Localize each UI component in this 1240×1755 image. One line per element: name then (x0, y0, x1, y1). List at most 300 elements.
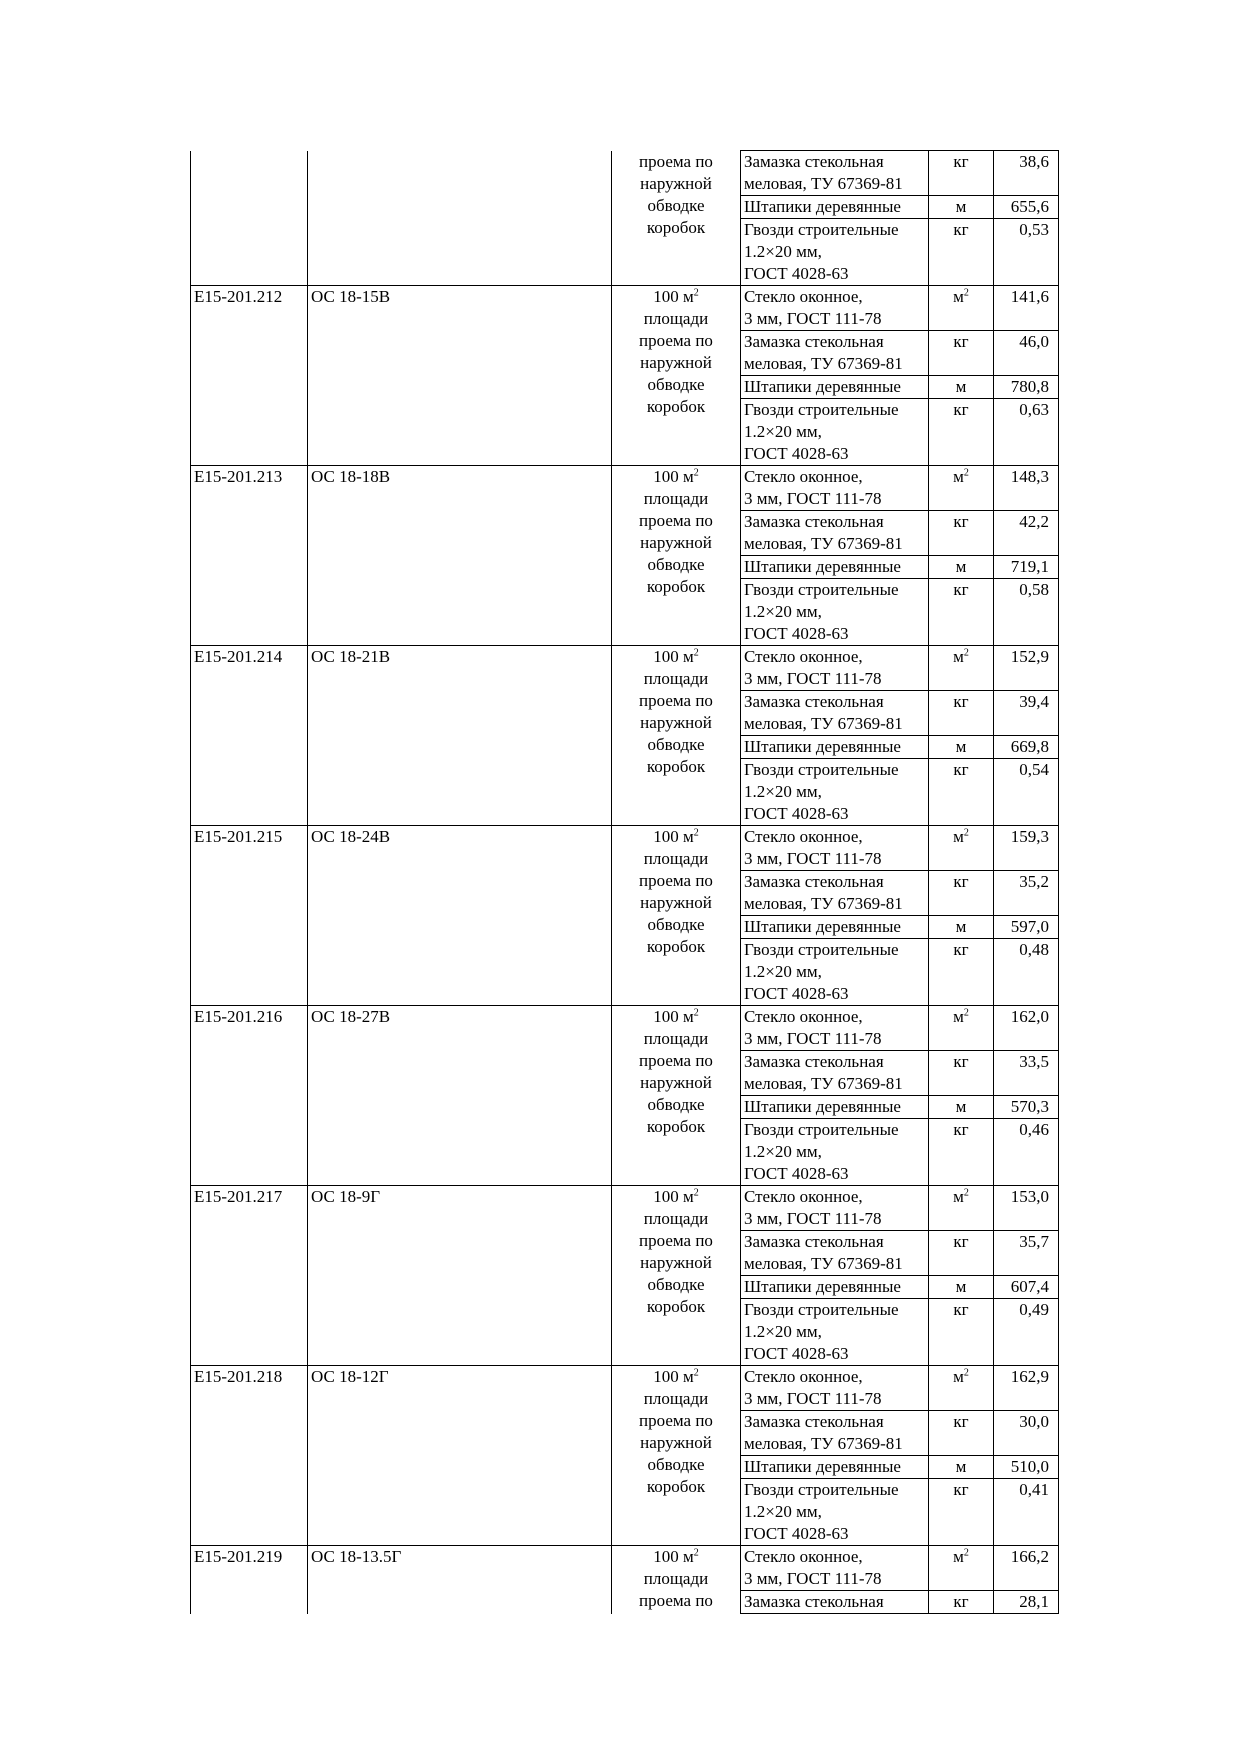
material-quantity: 655,6 (1010, 197, 1049, 216)
material-name-cell (741, 399, 929, 466)
text-line: обводке (647, 1455, 705, 1474)
measure-unit-cell (612, 1186, 741, 1366)
material-quantity: 570,3 (1010, 1097, 1049, 1116)
item-name-cell (308, 151, 612, 286)
item-name-cell (308, 826, 612, 1006)
text-line: Замазка стекольная (744, 1592, 884, 1611)
text-line: ГОСТ 4028-63 (744, 1344, 849, 1363)
material-unit: м (955, 737, 967, 756)
material-quantity-cell (994, 196, 1059, 219)
text-line: площади (643, 1209, 709, 1228)
material-name-cell (741, 646, 929, 691)
material-unit-cell (929, 196, 994, 219)
text-line: коробок (646, 1477, 706, 1496)
superscript-2: 2 (963, 1547, 969, 1559)
text-line: 100 $м^2$ (653, 647, 699, 666)
superscript-2: 2 (693, 1367, 699, 1379)
material-name-cell (741, 1479, 929, 1546)
text-line: ГОСТ 4028-63 (744, 804, 849, 823)
material-name-cell (741, 916, 929, 939)
text-line: коробок (646, 1117, 706, 1136)
material-name-cell (741, 219, 929, 286)
material-quantity: 162,0 (1010, 1007, 1049, 1026)
material-quantity: 0,63 (1019, 400, 1049, 419)
item-name-cell (308, 1006, 612, 1186)
item-name-cell (308, 466, 612, 646)
material-name-cell (741, 1456, 929, 1479)
table-body (191, 151, 1059, 1614)
material-name-cell (741, 196, 929, 219)
material-quantity: 153,0 (1010, 1187, 1049, 1206)
material-unit-cell (929, 1366, 994, 1411)
norm-code-cell (191, 1186, 308, 1366)
material-quantity: 159,3 (1010, 827, 1049, 846)
text-line: площади (643, 849, 709, 868)
superscript-2: 2 (693, 1187, 699, 1199)
material-name-cell (741, 331, 929, 376)
material-unit: кг (953, 512, 969, 531)
material-unit-cell (929, 1186, 994, 1231)
text-line: проема по (639, 871, 713, 890)
text-line: наружной (640, 1433, 712, 1452)
superscript-2: 2 (963, 1187, 969, 1199)
text-line: обводке (647, 375, 705, 394)
material-unit: кг (953, 692, 969, 711)
material-quantity: 510,0 (1010, 1457, 1049, 1476)
text-line: 100 $м^2$ (653, 827, 699, 846)
material-quantity: 780,8 (1010, 377, 1049, 396)
material-unit-cell (929, 939, 994, 1006)
material-name-cell (741, 871, 929, 916)
material-unit: кг (953, 1300, 969, 1319)
text-line: проема по (639, 1231, 713, 1250)
material-name-cell (741, 1591, 929, 1614)
superscript-2: 2 (693, 287, 699, 299)
text-line: Замазка стекольная (744, 692, 884, 711)
text-line: 1.2×20 мм, (744, 1142, 822, 1161)
material-name-cell (741, 579, 929, 646)
material-quantity: 148,3 (1010, 467, 1049, 486)
norm-code: Е15-201.218 (194, 1367, 283, 1386)
item-name: ОС 18-13.5Г (311, 1547, 402, 1566)
table-row (191, 466, 1059, 511)
material-unit-cell (929, 736, 994, 759)
material-unit: $м^2$ (953, 467, 969, 486)
item-name-cell (308, 1546, 612, 1614)
material-quantity: 597,0 (1010, 917, 1049, 936)
material-name-cell (741, 466, 929, 511)
text-line: 1.2×20 мм, (744, 602, 822, 621)
norm-code: Е15-201.212 (194, 287, 283, 306)
material-name-cell (741, 376, 929, 399)
material-unit: $м^2$ (953, 287, 969, 306)
material-unit-cell (929, 466, 994, 511)
text-line: проема по (639, 691, 713, 710)
material-name-cell (741, 556, 929, 579)
material-unit: кг (953, 1480, 969, 1499)
material-quantity: 152,9 (1010, 647, 1049, 666)
material-quantity-cell (994, 1411, 1059, 1456)
superscript-2: 2 (963, 1367, 969, 1379)
material-quantity: 28,1 (1019, 1592, 1049, 1611)
table-row (191, 1186, 1059, 1231)
measure-unit-cell (612, 646, 741, 826)
norm-code: Е15-201.219 (194, 1547, 283, 1566)
material-name-cell (741, 1119, 929, 1186)
norm-code: Е15-201.213 (194, 467, 283, 486)
material-unit: м (955, 377, 967, 396)
text-line: Замазка стекольная (744, 1412, 884, 1431)
material-unit-cell (929, 1411, 994, 1456)
material-unit: $м^2$ (953, 1007, 969, 1026)
text-line: Гвозди строительные (744, 1300, 899, 1319)
material-name-cell (741, 151, 929, 196)
table-row (191, 286, 1059, 331)
text-line: меловая, ТУ 67369-81 (744, 894, 903, 913)
norm-code-cell (191, 286, 308, 466)
text-line: меловая, ТУ 67369-81 (744, 1254, 903, 1273)
material-quantity-cell (994, 939, 1059, 1006)
text-line: ГОСТ 4028-63 (744, 444, 849, 463)
text-line: Замазка стекольная (744, 872, 884, 891)
material-quantity-cell (994, 1479, 1059, 1546)
table-row (191, 1366, 1059, 1411)
item-name-cell (308, 1186, 612, 1366)
norm-code-cell (191, 1546, 308, 1614)
material-unit: $м^2$ (953, 647, 969, 666)
material-name-cell (741, 1096, 929, 1119)
measure-unit-cell (612, 466, 741, 646)
material-quantity-cell (994, 1051, 1059, 1096)
material-name-cell (741, 511, 929, 556)
superscript-2: 2 (963, 287, 969, 299)
material-unit: м (955, 557, 967, 576)
material-quantity: 42,2 (1019, 512, 1049, 531)
text-line: 1.2×20 мм, (744, 242, 822, 261)
text-line: коробок (646, 937, 706, 956)
material-name-cell (741, 1186, 929, 1231)
material-quantity: 141,6 (1010, 287, 1049, 306)
superscript-2: 2 (693, 827, 699, 839)
measure-unit-cell (612, 1006, 741, 1186)
superscript-2: 2 (963, 827, 969, 839)
material-quantity-cell (994, 871, 1059, 916)
text-line: 3 мм, ГОСТ 111-78 (744, 849, 882, 868)
text-line: 100 $м^2$ (653, 467, 699, 486)
material-unit: кг (953, 1412, 969, 1431)
material-quantity-cell (994, 1546, 1059, 1591)
text-line: Гвозди строительные (744, 940, 899, 959)
material-name-cell (741, 826, 929, 871)
text-line: обводке (647, 195, 705, 215)
text-line: Стекло оконное, (744, 1187, 863, 1206)
text-line: коробок (646, 577, 706, 596)
material-unit-cell (929, 871, 994, 916)
text-line: 1.2×20 мм, (744, 1502, 822, 1521)
table-row (191, 1006, 1059, 1051)
text-line: площади (643, 309, 709, 328)
material-name-cell (741, 1299, 929, 1366)
text-line: 1.2×20 мм, (744, 422, 822, 441)
material-quantity: 0,58 (1019, 580, 1049, 599)
text-line: Гвозди строительные (744, 1480, 899, 1499)
text-line: Стекло оконное, (744, 827, 863, 846)
material-unit: м (955, 917, 967, 936)
text-line: меловая, ТУ 67369-81 (744, 714, 903, 733)
material-quantity-cell (994, 219, 1059, 286)
text-line: меловая, ТУ 67369-81 (744, 534, 903, 553)
material-unit: кг (953, 332, 969, 351)
material-unit-cell (929, 1479, 994, 1546)
material-unit: кг (953, 1052, 969, 1071)
material-unit: м (955, 1277, 967, 1296)
text-line: 100 $м^2$ (653, 1187, 699, 1206)
text-line: обводке (647, 555, 705, 574)
material-quantity-cell (994, 286, 1059, 331)
measure-unit-cell (612, 286, 741, 466)
text-line: Замазка стекольная (744, 332, 884, 351)
text-line: коробок (646, 1297, 706, 1316)
text-line: Гвозди строительные (744, 400, 899, 419)
material-unit-cell (929, 579, 994, 646)
text-line: 3 мм, ГОСТ 111-78 (744, 1389, 882, 1408)
material-unit-cell (929, 1546, 994, 1591)
material-unit-cell (929, 376, 994, 399)
material-unit-cell (929, 219, 994, 286)
material-quantity-cell (994, 151, 1059, 196)
material-unit-cell (929, 1096, 994, 1119)
text-line: обводке (647, 915, 705, 934)
material-quantity-cell (994, 1096, 1059, 1119)
text-line: 3 мм, ГОСТ 111-78 (744, 489, 882, 508)
material-unit-cell (929, 1299, 994, 1366)
material-unit-cell (929, 1456, 994, 1479)
material-quantity: 607,4 (1010, 1277, 1049, 1296)
material-name-cell (741, 1546, 929, 1591)
material-unit: $м^2$ (953, 1187, 969, 1206)
material-norms-table (190, 150, 1059, 1614)
material-unit-cell (929, 331, 994, 376)
norm-code-cell (191, 646, 308, 826)
material-quantity: 38,6 (1019, 152, 1049, 171)
material-unit: кг (953, 400, 969, 419)
text-line: площади (643, 1029, 709, 1048)
material-quantity-cell (994, 1366, 1059, 1411)
material-quantity-cell (994, 331, 1059, 376)
material-quantity-cell (994, 466, 1059, 511)
text-line: наружной (640, 353, 712, 372)
text-line: коробок (646, 397, 706, 416)
text-line: Замазка стекольная (744, 1052, 884, 1071)
text-line: Гвозди строительные (744, 580, 899, 599)
text-line: 100 $м^2$ (653, 1007, 699, 1026)
item-name: ОС 18-12Г (311, 1367, 389, 1386)
material-quantity-cell (994, 1276, 1059, 1299)
table-row (191, 826, 1059, 871)
material-quantity: 162,9 (1010, 1367, 1049, 1386)
item-name: ОС 18-21В (311, 647, 391, 666)
text-line: Штапики деревянные (744, 1457, 901, 1476)
material-unit-cell (929, 511, 994, 556)
material-quantity-cell (994, 646, 1059, 691)
material-unit: $м^2$ (953, 827, 969, 846)
superscript-2: 2 (693, 1007, 699, 1019)
material-unit-cell (929, 556, 994, 579)
text-line: проема по (639, 1411, 713, 1430)
text-line: ГОСТ 4028-63 (744, 264, 849, 283)
text-line: меловая, ТУ 67369-81 (744, 174, 903, 193)
material-quantity-cell (994, 1186, 1059, 1231)
text-line: наружной (640, 173, 712, 193)
material-name-cell (741, 691, 929, 736)
material-unit: кг (953, 940, 969, 959)
material-quantity: 35,2 (1019, 872, 1049, 891)
material-unit-cell (929, 1119, 994, 1186)
text-line: Замазка стекольная (744, 512, 884, 531)
text-line: Штапики деревянные (744, 1277, 901, 1296)
superscript-2: 2 (693, 647, 699, 659)
material-quantity-cell (994, 1119, 1059, 1186)
material-quantity: 39,4 (1019, 692, 1049, 711)
material-unit-cell (929, 826, 994, 871)
material-unit: м (955, 1457, 967, 1476)
item-name: ОС 18-15В (311, 287, 391, 306)
text-line: наружной (640, 1253, 712, 1272)
norm-code: Е15-201.215 (194, 827, 283, 846)
material-name-cell (741, 759, 929, 826)
material-unit: кг (953, 580, 969, 599)
superscript-2: 2 (963, 1007, 969, 1019)
material-unit: кг (953, 872, 969, 891)
material-quantity: 33,5 (1019, 1052, 1049, 1071)
material-name-cell (741, 736, 929, 759)
text-line: обводке (647, 1095, 705, 1114)
material-quantity-cell (994, 736, 1059, 759)
material-unit: $м^2$ (953, 1547, 969, 1566)
text-line: 1.2×20 мм, (744, 1322, 822, 1341)
text-line: Стекло оконное, (744, 647, 863, 666)
norm-code-cell (191, 826, 308, 1006)
material-quantity: 0,49 (1019, 1300, 1049, 1319)
material-quantity-cell (994, 399, 1059, 466)
text-line: Стекло оконное, (744, 1547, 863, 1566)
text-line: наружной (640, 893, 712, 912)
norm-code-cell (191, 1006, 308, 1186)
text-line: ГОСТ 4028-63 (744, 1164, 849, 1183)
text-line: наружной (640, 713, 712, 732)
norms-table-container (190, 150, 1059, 1614)
text-line: Гвозди строительные (744, 220, 899, 239)
text-line: Штапики деревянные (744, 737, 901, 756)
text-line: проема по (639, 151, 713, 171)
material-name-cell (741, 1006, 929, 1051)
text-line: меловая, ТУ 67369-81 (744, 1434, 903, 1453)
text-line: 100 $м^2$ (653, 1547, 699, 1566)
text-line: ГОСТ 4028-63 (744, 624, 849, 643)
text-line: меловая, ТУ 67369-81 (744, 354, 903, 373)
text-line: Стекло оконное, (744, 1367, 863, 1386)
superscript-2: 2 (963, 467, 969, 479)
material-quantity-cell (994, 759, 1059, 826)
material-quantity: 0,41 (1019, 1480, 1049, 1499)
material-unit-cell (929, 286, 994, 331)
material-quantity: 669,8 (1010, 737, 1049, 756)
material-quantity: 0,53 (1019, 220, 1049, 239)
text-line: площади (643, 1389, 709, 1408)
material-name-cell (741, 1051, 929, 1096)
material-unit-cell (929, 916, 994, 939)
material-unit: м (955, 197, 967, 216)
material-quantity-cell (994, 826, 1059, 871)
material-unit: кг (953, 1592, 969, 1611)
text-line: Штапики деревянные (744, 1097, 901, 1116)
material-unit: кг (953, 1232, 969, 1251)
material-quantity-cell (994, 1456, 1059, 1479)
text-line: Стекло оконное, (744, 287, 863, 306)
text-line: проема по (639, 1591, 713, 1610)
material-quantity: 30,0 (1019, 1412, 1049, 1431)
text-line: площади (643, 669, 709, 688)
material-name-cell (741, 1366, 929, 1411)
norm-code-cell (191, 1366, 308, 1546)
text-line: 1.2×20 мм, (744, 962, 822, 981)
material-unit-cell (929, 646, 994, 691)
text-line: Стекло оконное, (744, 1007, 863, 1026)
material-quantity-cell (994, 1591, 1059, 1614)
text-line: ГОСТ 4028-63 (744, 1524, 849, 1543)
text-line: Штапики деревянные (744, 557, 901, 576)
measure-unit-cell (612, 1366, 741, 1546)
text-line: коробок (646, 217, 706, 237)
material-unit: кг (953, 220, 969, 239)
material-unit-cell (929, 1276, 994, 1299)
text-line: наружной (640, 533, 712, 552)
material-name-cell (741, 1231, 929, 1276)
material-unit: кг (953, 152, 969, 171)
norm-code-cell (191, 151, 308, 286)
text-line: коробок (646, 757, 706, 776)
item-name: ОС 18-24В (311, 827, 391, 846)
material-unit: кг (953, 760, 969, 779)
material-unit-cell (929, 1231, 994, 1276)
material-quantity: 0,48 (1019, 940, 1049, 959)
text-line: 3 мм, ГОСТ 111-78 (744, 1029, 882, 1048)
measure-unit-cell (612, 826, 741, 1006)
item-name: ОС 18-9Г (311, 1187, 381, 1206)
text-line: наружной (640, 1073, 712, 1092)
item-name-cell (308, 1366, 612, 1546)
material-quantity-cell (994, 579, 1059, 646)
material-unit: $м^2$ (953, 1367, 969, 1386)
text-line: площади (643, 489, 709, 508)
material-quantity: 46,0 (1019, 332, 1049, 351)
material-quantity-cell (994, 916, 1059, 939)
material-name-cell (741, 1411, 929, 1456)
material-unit: м (955, 1097, 967, 1116)
norm-code: Е15-201.214 (194, 647, 283, 666)
material-unit-cell (929, 759, 994, 826)
material-quantity: 0,54 (1019, 760, 1049, 779)
text-line: обводке (647, 1275, 705, 1294)
material-quantity-cell (994, 511, 1059, 556)
text-line: 100 $м^2$ (653, 287, 699, 306)
text-line: Замазка стекольная (744, 1232, 884, 1251)
material-unit-cell (929, 1591, 994, 1614)
material-quantity-cell (994, 1006, 1059, 1051)
superscript-2: 2 (693, 1547, 699, 1559)
item-name-cell (308, 646, 612, 826)
text-line: 100 $м^2$ (653, 1367, 699, 1386)
